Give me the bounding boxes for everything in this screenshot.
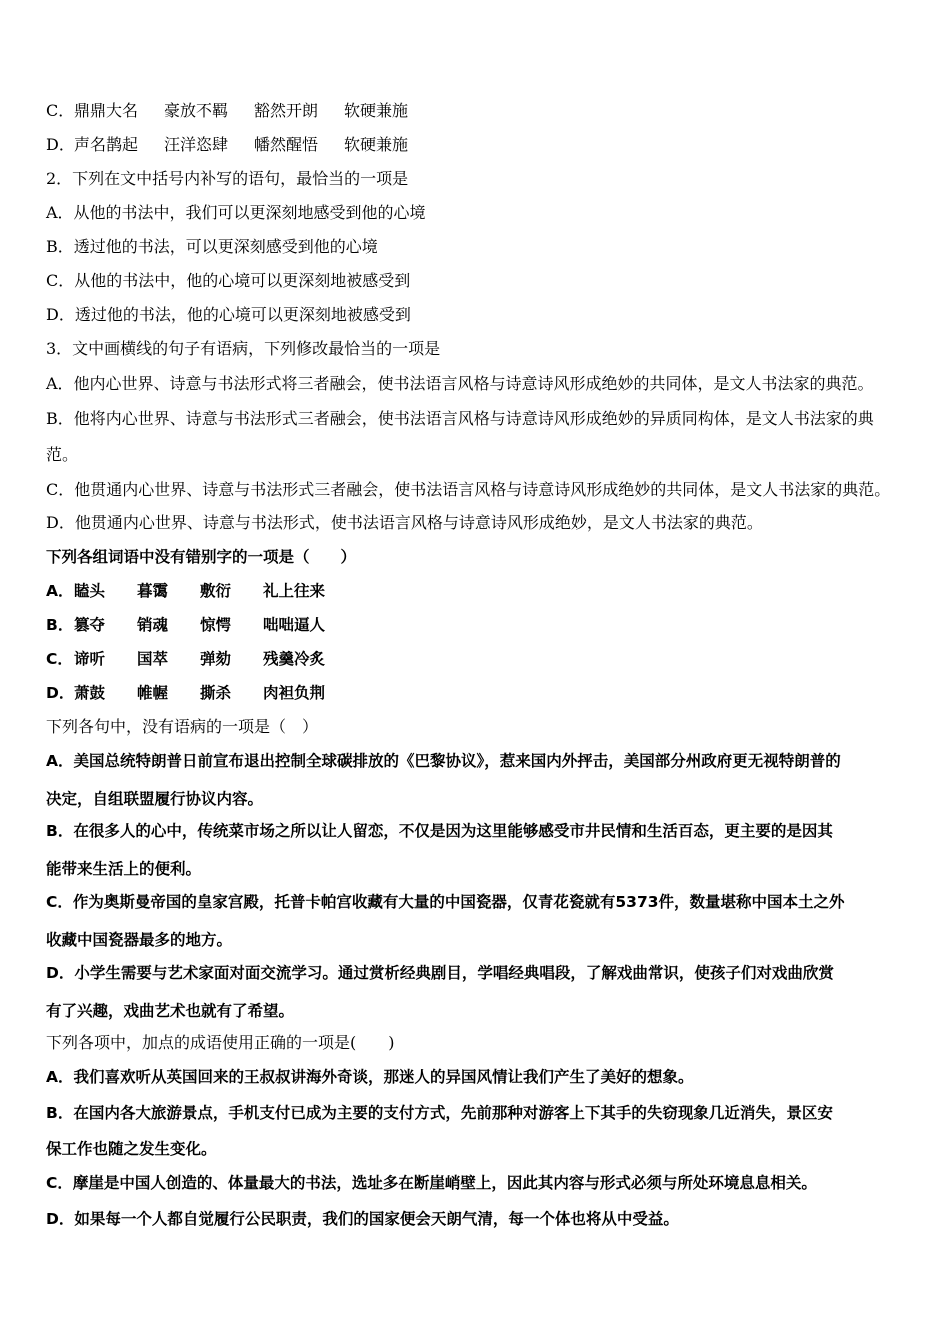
question-6-stem: 下列各项中，加点的成语使用正确的一项是( ) [46,1033,395,1052]
question-4-option-a [46,580,325,602]
question-6-option-c: C．摩崖是中国人创造的、体量最大的书法，选址多在断崖峭壁上，因此其内容与形式必须与所处环境息息相关。 [46,1174,817,1192]
word: 声名鹊起 [74,135,139,154]
question-6-option-b-cont: 保工作也随之发生变化。 [46,1140,217,1158]
option-d-words [46,134,408,156]
word: 萧鼓 [74,684,106,702]
word: 咄咄逼人 [263,616,326,634]
word: 软硬兼施 [344,135,409,154]
word: 篡夺 [74,616,106,634]
word: 豁然开朗 [254,101,319,120]
question-4-stem: 下列各组词语中没有错别字的一项是（ ） [46,548,357,566]
question-2-stem: 2．下列在文中括号内补写的语句，最恰当的一项是 [46,169,409,188]
option-label: D． [46,135,75,154]
question-5-option-d: D．小学生需要与艺术家面对面交流学习。通过赏析经典剧目，学唱经典唱段，了解戏曲常识，使孩子们对戏曲欣赏 [46,964,834,982]
word: 撕杀 [200,684,232,702]
question-5-stem: 下列各句中，没有语病的一项是（ ） [46,717,319,736]
question-3-option-a: A．他内心世界、诗意与书法形式将三者融会，使书法语言风格与诗意诗风形成绝妙的共同体，是文人书法家的典范。 [46,374,874,393]
question-3-option-d: D．他贯通内心世界、诗意与书法形式，使书法语言风格与诗意诗风形成绝妙，是文人书法家的典范。 [46,513,763,532]
word: 谛听 [74,650,106,668]
question-5-option-d-cont: 有了兴趣，戏曲艺术也就有了希望。 [46,1002,295,1020]
question-4-option-d [46,682,325,704]
question-5-option-a: A．美国总统特朗普日前宣布退出控制全球碳排放的《巴黎协议》，惹来国内外抨击，美国部分州政府更无视特朗普的 [46,752,841,770]
word: 瞌头 [74,582,106,600]
question-3-option-b: B．他将内心世界、诗意与书法形式三者融会，使书法语言风格与诗意诗风形成绝妙的异质同构体，是文人书法家的典 [46,409,874,428]
word: 国萃 [137,650,169,668]
question-6-option-b: B．在国内各大旅游景点，手机支付已成为主要的支付方式，先前那种对游客上下其手的失窃现象几近消失，景区安 [46,1104,833,1122]
word: 幡然醒悟 [254,135,319,154]
question-5-option-a-cont: 决定，自组联盟履行协议内容。 [46,790,264,808]
word: 帷幄 [137,684,169,702]
word: 惊愕 [200,616,232,634]
question-5-option-b: B．在很多人的心中，传统菜市场之所以让人留恋，不仅是因为这里能够感受市井民情和生活百态，更主要的是因其 [46,822,833,840]
word: 软硬兼施 [344,101,409,120]
word: 弹劾 [200,650,232,668]
question-3-stem: 3．文中画横线的句子有语病，下列修改最恰当的一项是 [46,339,441,358]
option-c-words [46,100,408,122]
word: 鼎鼎大名 [74,101,139,120]
question-2-option-c: C．从他的书法中，他的心境可以更深刻地被感受到 [46,271,411,290]
question-3-option-b-cont: 范。 [46,445,79,464]
word: 汪洋恣肆 [164,135,229,154]
word: 礼上往来 [263,582,326,600]
option-label: C． [46,101,75,120]
question-4-option-c [46,648,325,670]
word: 残羹冷炙 [263,650,326,668]
option-label: B． [46,616,74,634]
word: 豪放不羁 [164,101,229,120]
word: 暮霭 [137,582,169,600]
option-label: A． [46,582,74,600]
question-5-option-c-cont: 收藏中国瓷器最多的地方。 [46,931,233,949]
question-5-option-c: C．作为奥斯曼帝国的皇家宫殿，托普卡帕宫收藏有大量的中国瓷器，仅青花瓷就有5373件，数量堪称中国本土之外 [46,893,845,911]
question-6-option-a: A．我们喜欢听从英国回来的王叔叔讲海外奇谈，那迷人的异国风情让我们产生了美好的想象。 [46,1068,694,1086]
word: 肉袒负荆 [263,684,326,702]
option-label: C． [46,650,73,668]
word: 敷衍 [200,582,232,600]
option-label: D． [46,684,75,702]
question-6-option-d: D．如果每一个人都自觉履行公民职责，我们的国家便会天朗气清，每一个体也将从中受益。 [46,1210,679,1228]
question-2-option-d: D．透过他的书法，他的心境可以更深刻地被感受到 [46,305,411,324]
question-2-option-b: B．透过他的书法，可以更深刻感受到他的心境 [46,237,378,256]
question-4-option-b [46,614,325,636]
question-5-option-b-cont: 能带来生活上的便利。 [46,860,202,878]
question-2-option-a: A．从他的书法中，我们可以更深刻地感受到他的心境 [46,203,426,222]
question-3-option-c: C．他贯通内心世界、诗意与书法形式三者融会，使书法语言风格与诗意诗风形成绝妙的共同体，是文人书法家的典范。 [46,480,891,499]
word: 销魂 [137,616,169,634]
